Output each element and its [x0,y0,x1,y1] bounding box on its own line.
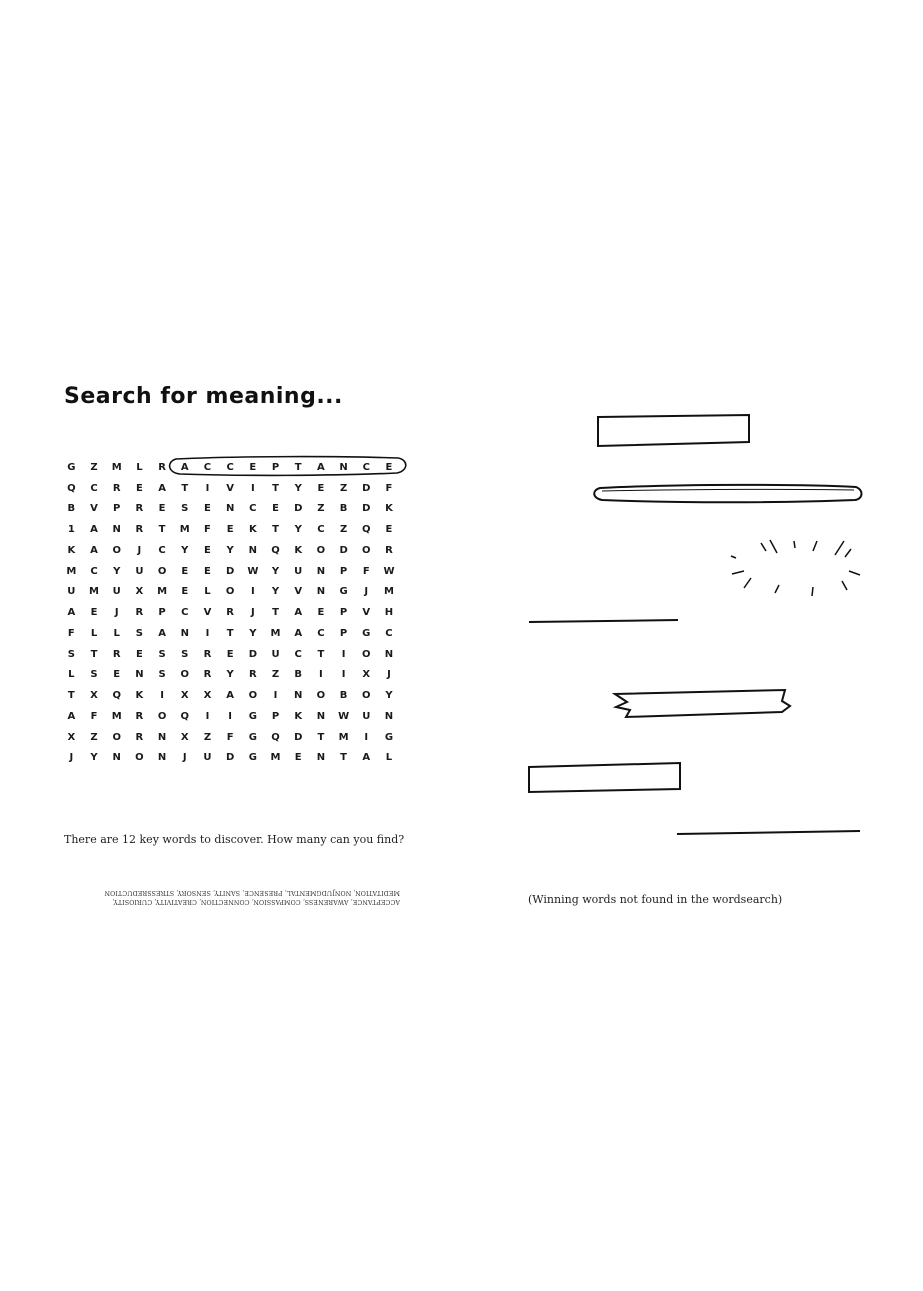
grid-letter: N [316,710,326,722]
grid-letter: F [226,731,234,743]
grid-letter: B [67,503,76,515]
grid-letter: R [135,731,144,743]
grid-letter: I [341,648,346,660]
grid-letter: L [385,752,393,764]
grid-letter: L [90,627,98,639]
grid-letter: I [205,627,210,639]
grid-letter: E [249,461,257,473]
grid-letter: D [362,503,371,515]
grid-letter: T [226,627,234,639]
grid-letter: T [317,648,325,660]
grid-letter: N [157,731,167,743]
grid-letter: U [112,586,121,598]
grid-letter: R [158,461,166,473]
grid-letter: E [317,607,325,619]
grid-letter: P [339,607,348,619]
grid-letter: Y [113,565,121,577]
grid-letter: D [294,731,303,743]
grid-letter: V [90,503,98,515]
grid-letter: L [136,461,143,473]
grid-letter: T [272,524,279,536]
grid-letter: F [204,524,211,536]
blank-line-1 [529,620,678,622]
grid-letter: N [225,503,235,515]
grid-letter: Q [67,482,76,494]
blank-ribbon-banner [615,690,790,717]
grid-letter: J [364,586,369,598]
grid-letter: O [362,690,371,702]
grid-letter: E [181,565,189,577]
grid-letter: T [181,482,189,494]
grid-letter: M [270,752,281,764]
grid-letter: O [112,731,121,743]
grid-letter: I [319,669,323,681]
blank-box-2 [529,763,680,792]
answer-key-upside-down: ACCEPTANCE, AWARENESS, COMPASSION, CONNECTION, CREATIVITY, CURIOSITY, MEDITATION, NONJUDGMENTAL, PRESENCE, SANITY, SENSORY, STRESSREDUCTION [104,889,400,905]
grid-letter: U [203,752,212,764]
grid-letter: F [385,482,393,494]
grid-letter: I [250,586,255,598]
grid-letter: O [362,648,371,660]
grid-letter: E [226,648,234,660]
grid-letter: A [158,482,166,494]
grid-letter: R [135,710,144,722]
grid-letter: K [294,544,303,556]
grid-letter: R [135,503,144,515]
grid-letter: S [90,669,98,681]
grid-letter: E [272,503,279,515]
grid-letter: N [384,710,394,722]
grid-letter: I [250,482,255,494]
grid-letter: S [67,648,75,660]
grid-letter: M [157,586,168,598]
grid-letter: O [157,565,167,577]
grid-letter: O [135,752,144,764]
grid-letter: G [248,710,257,722]
grid-letter: A [158,627,166,639]
grid-letter: M [338,731,349,743]
grid-letter: D [226,752,235,764]
grid-letter: A [294,627,303,639]
grid-letter: E [135,482,143,494]
grid-letter: R [112,648,121,660]
grid-letter: A [67,710,76,722]
grid-letter: J [114,607,119,619]
grid-letter: I [205,482,210,494]
grid-letter: T [67,690,75,702]
grid-letter: T [317,731,325,743]
grid-letter: C [90,565,98,577]
grid-letter: R [248,669,257,681]
grid-letter: Q [362,524,371,536]
grid-letter: A [294,607,303,619]
grid-letter: R [203,669,212,681]
grid-letter: W [247,565,259,577]
grid-letter: A [180,461,189,473]
grid-letter: C [90,482,98,494]
grid-letter: Z [271,669,280,681]
footnote-text: (Winning words not found in the wordsearch) [528,893,783,906]
grid-letter: T [272,482,279,494]
grid-letter: B [339,690,348,702]
grid-letter: N [157,752,167,764]
grid-letter: B [294,669,303,681]
grid-letter: E [294,752,302,764]
grid-letter: Z [317,503,325,515]
grid-letter: C [362,461,370,473]
grid-letter: Y [385,690,393,702]
grid-letter: I [273,690,278,702]
grid-letter: E [385,461,393,473]
grid-letter: C [249,503,257,515]
grid-letter: M [383,586,394,598]
grid-letter: P [339,627,348,639]
grid-letter: A [90,524,98,536]
grid-letter: A [226,690,235,702]
grid-letter: G [248,731,257,743]
grid-letter: N [339,461,348,473]
grid-letter: K [294,710,303,722]
grid-letter: E [181,586,189,598]
grid-letter: E [113,669,121,681]
grid-letter: C [158,544,166,556]
grid-letter: W [338,710,350,722]
grid-letter: D [226,565,235,577]
grid-letter: W [383,565,395,577]
grid-letter: V [226,482,235,494]
grid-letter: D [339,544,348,556]
grid-letter: U [294,565,303,577]
grid-letter: S [181,648,189,660]
grid-letter: M [270,627,281,639]
grid-letter: D [248,648,257,660]
grid-letter: T [340,752,347,764]
grid-letter: R [135,524,144,536]
grid-letter: U [362,710,371,722]
grid-letter: M [111,710,122,722]
grid-letter: P [113,503,121,515]
grid-letter: A [67,607,76,619]
grid-letter: Z [339,482,348,494]
grid-letter: N [384,648,394,660]
grid-letter: A [317,461,325,473]
grid-letter: G [248,752,257,764]
grid-letter: G [67,461,76,473]
grid-letter: Z [90,461,98,473]
grid-letter: P [339,565,348,577]
blank-line-2 [677,831,860,834]
grid-letter: Q [271,544,280,556]
grid-letter: X [90,690,98,702]
grid-letter: K [248,524,257,536]
grid-letter: S [181,503,189,515]
grid-letter: O [180,669,190,681]
grid-letter: L [204,586,211,598]
grid-letter: O [112,544,121,556]
grid-letter: T [272,607,279,619]
grid-letter: O [316,544,326,556]
grid-letter: O [362,544,371,556]
grid-letter: Y [294,482,302,494]
grid-letter: E [204,503,211,515]
grid-letter: Y [226,669,234,681]
blank-box-1 [598,415,749,446]
grid-letter: C [317,524,325,536]
grid-letter: P [271,710,280,722]
grid-letter: U [271,648,280,660]
grid-letter: G [339,586,348,598]
grid-letter: J [182,752,187,764]
grid-letter: Y [226,544,234,556]
grid-letter: J [387,669,391,681]
grid-letter: E [204,565,211,577]
grid-letter: Z [203,731,212,743]
grid-letter: F [67,627,75,639]
grid-letter: E [317,482,325,494]
grid-letter: F [362,565,370,577]
grid-letter: N [135,669,144,681]
grid-letter: R [112,482,121,494]
grid-letter: M [89,586,99,598]
grid-letter: K [67,544,76,556]
grid-letter: I [341,669,346,681]
grid-letter: D [294,503,303,515]
grid-letter: C [226,461,234,473]
grid-letter: Q [112,690,121,702]
grid-letter: X [180,731,189,743]
grid-letter: I [205,710,210,722]
grid-letter: I [228,710,233,722]
grid-letter: O [225,586,235,598]
grid-letter: V [203,607,212,619]
grid-letter: T [294,461,302,473]
grid-letter: C [181,607,189,619]
grid-letter: N [316,752,326,764]
grid-letter: A [90,544,98,556]
grid-letter: F [90,710,98,722]
grid-letter: Y [249,627,257,639]
grid-letter: N [248,544,258,556]
grid-letter: J [137,544,142,556]
grid-letter: P [158,607,166,619]
grid-letter: B [339,503,348,515]
grid-letter: V [362,607,371,619]
grid-letter: H [384,607,394,619]
grid-letter: M [111,461,122,473]
grid-letter: A [362,752,371,764]
grid-letter: J [250,607,255,619]
grid-letter: O [157,710,167,722]
grid-letter: N [316,565,326,577]
grid-letter: E [226,524,234,536]
grid-letter: Y [271,565,280,577]
grid-letter: Y [181,544,189,556]
grid-letter: X [362,669,371,681]
grid-letter: K [385,503,393,515]
grid-letter: T [90,648,98,660]
grid-letter: Z [339,524,348,536]
grid-letter: X [180,690,189,702]
grid-letter: M [179,524,190,536]
grid-letter: C [203,461,212,473]
grid-letter: I [364,731,369,743]
grid-letter: E [158,503,166,515]
starburst-doodle [731,540,860,596]
grid-letter: J [69,752,74,764]
grid-letter: L [68,669,75,681]
grid-letter: S [158,669,166,681]
grid-letter: Y [90,752,98,764]
grid-letter: O [316,690,326,702]
grid-letter: P [271,461,280,473]
grid-letter: X [203,690,212,702]
grid-letter: N [112,752,121,764]
grid-letter: 1 [67,524,75,536]
grid-letter: T [158,524,166,536]
grid-letter: R [203,648,212,660]
grid-letter: C [317,627,325,639]
grid-letter: N [180,627,189,639]
grid-letter: O [248,690,258,702]
grid-letter: X [135,586,144,598]
grid-letter: N [316,586,326,598]
page-title: Search for meaning... [64,384,343,409]
grid-letter: S [158,648,166,660]
grid-letter: C [385,627,393,639]
grid-letter: K [135,690,144,702]
grid-letter: G [362,627,371,639]
grid-letter: Q [180,710,190,722]
grid-letter: R [226,607,234,619]
grid-letter: Y [294,524,302,536]
grid-letter: R [385,544,393,556]
grid-letter: R [135,607,144,619]
grid-letter: M [66,565,77,577]
instruction-text: There are 12 key words to discover. How many can you find? [64,833,405,846]
grid-letter: E [90,607,98,619]
grid-letter: G [384,731,394,743]
grid-letter: U [67,586,76,598]
blank-rounded-banner [594,485,861,502]
grid-letter: X [67,731,76,743]
grid-letter: C [294,648,302,660]
grid-letter: L [113,627,120,639]
grid-letter: I [160,690,164,702]
grid-letter: E [135,648,143,660]
grid-letter: N [294,690,303,702]
grid-letter: Q [271,731,280,743]
grid-letter: V [294,586,303,598]
grid-letter: S [135,627,143,639]
grid-letter: N [112,524,121,536]
grid-letter: U [135,565,144,577]
grid-letter: E [385,524,393,536]
grid-letter: Y [271,586,280,598]
grid-letter: Z [90,731,98,743]
grid-letter: D [362,482,371,494]
grid-letter: E [204,544,211,556]
